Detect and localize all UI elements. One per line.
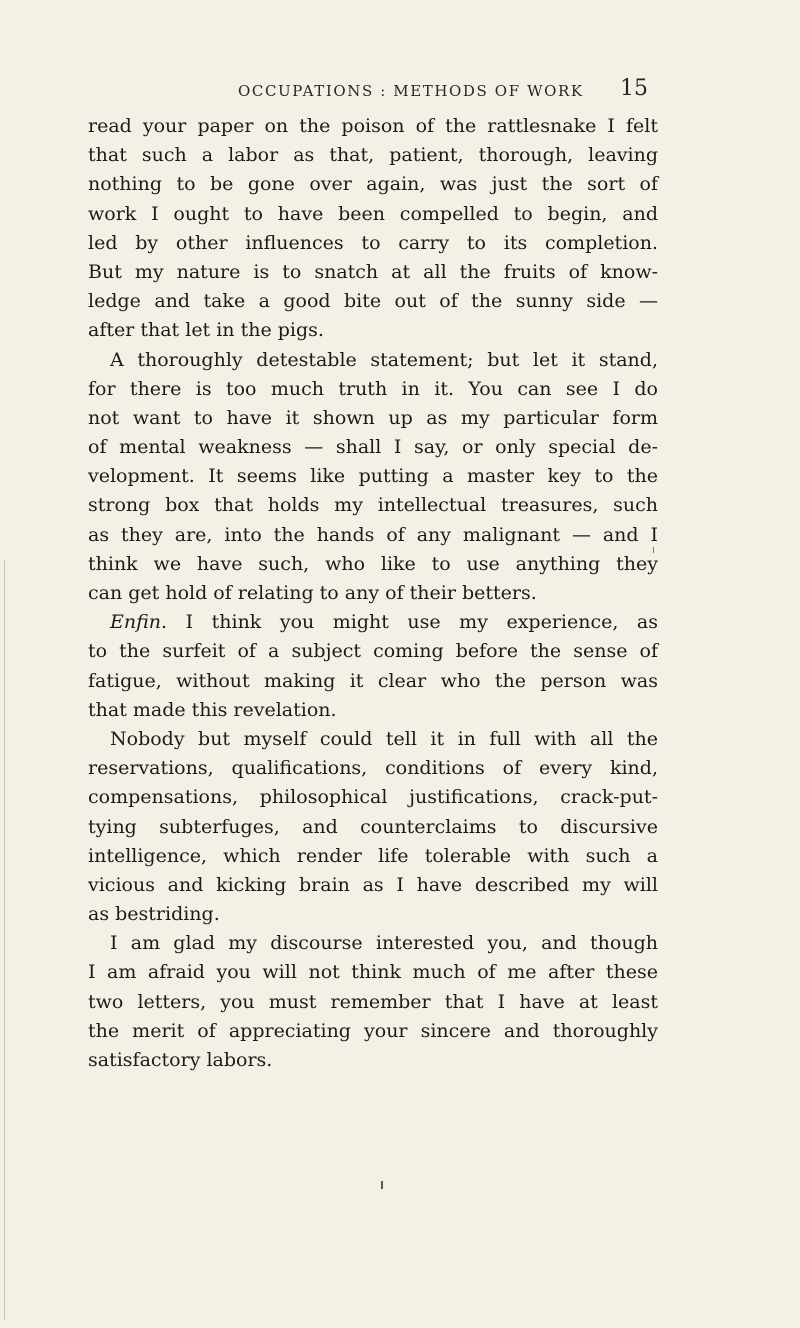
text-line: read your paper on the poison of the rattlesnake I felt [88, 115, 658, 137]
paragraph-start-line: Nobody but myself could tell it in full with all the [110, 727, 658, 750]
text-line: the merit of appreciating your sincere and thoroughly [88, 1019, 658, 1042]
text-line: nothing to be gone over again, was just the sort of [88, 173, 658, 196]
text-line: tying subterfuges, and counterclaims to discursive [88, 815, 658, 838]
paragraph-start-line: I am glad my discourse interested you, and though [110, 932, 658, 955]
text-line: after that let in the pigs. [88, 319, 324, 342]
print-speck [381, 1181, 383, 1189]
text-line: compensations, philosophical justifications, crack-put- [88, 786, 658, 809]
text-line: I am afraid you will not think much of me after these [88, 961, 658, 984]
enfin-line-rest: I think you might use my experience, as [185, 611, 658, 634]
text-line: not want to have it shown up as my particular form [88, 406, 658, 429]
print-speck [653, 547, 654, 553]
text-line: satisfactory labors. [88, 1049, 273, 1071]
text-line: that made this revelation. [88, 698, 337, 721]
paragraph-start-line [88, 608, 658, 637]
text-line: can get hold of relating to any of their betters. [88, 582, 537, 604]
page-number: 15 [620, 76, 648, 101]
text-line: two letters, you must remember that I have at least [88, 990, 658, 1013]
text-line: as bestriding. [88, 903, 220, 926]
text-line: think we have such, who like to use anything they [88, 552, 658, 575]
text-line: intelligence, which render life tolerable with such a [88, 844, 658, 867]
text-line: led by other influences to carry to its completion. [88, 231, 658, 254]
text-line: fatigue, without making it clear who the person was [88, 669, 658, 692]
text-line: to the surfeit of a subject coming before the sense of [88, 640, 658, 663]
running-title: OCCUPATIONS : METHODS OF WORK [238, 82, 584, 100]
running-head [238, 76, 648, 106]
text-line: reservations, qualifications, conditions of every kind, [88, 757, 658, 780]
text-line: work I ought to have been compelled to begin, and [88, 202, 658, 225]
text-line: as they are, into the hands of any malignant — and I [88, 523, 658, 546]
page-edge-shadow [4, 560, 5, 1320]
body-text [88, 112, 658, 1075]
text-line: vicious and kicking brain as I have described my will [88, 873, 658, 896]
text-line: for there is too much truth in it. You can see I do [88, 377, 658, 400]
enfin-word: Enfin. [110, 611, 168, 634]
text-line: that such a labor as that, patient, thorough, leaving [88, 144, 658, 167]
text-line: of mental weakness — shall I say, or only special de- [88, 436, 658, 459]
text-line: strong box that holds my intellectual treasures, such [88, 494, 658, 517]
text-line: velopment. It seems like putting a master key to the [88, 465, 658, 488]
paragraph-start-line: A thoroughly detestable statement; but let it stand, [110, 348, 658, 371]
text-line: ledge and take a good bite out of the sunny side — [88, 290, 658, 313]
text-line: But my nature is to snatch at all the fruits of know- [88, 260, 658, 283]
